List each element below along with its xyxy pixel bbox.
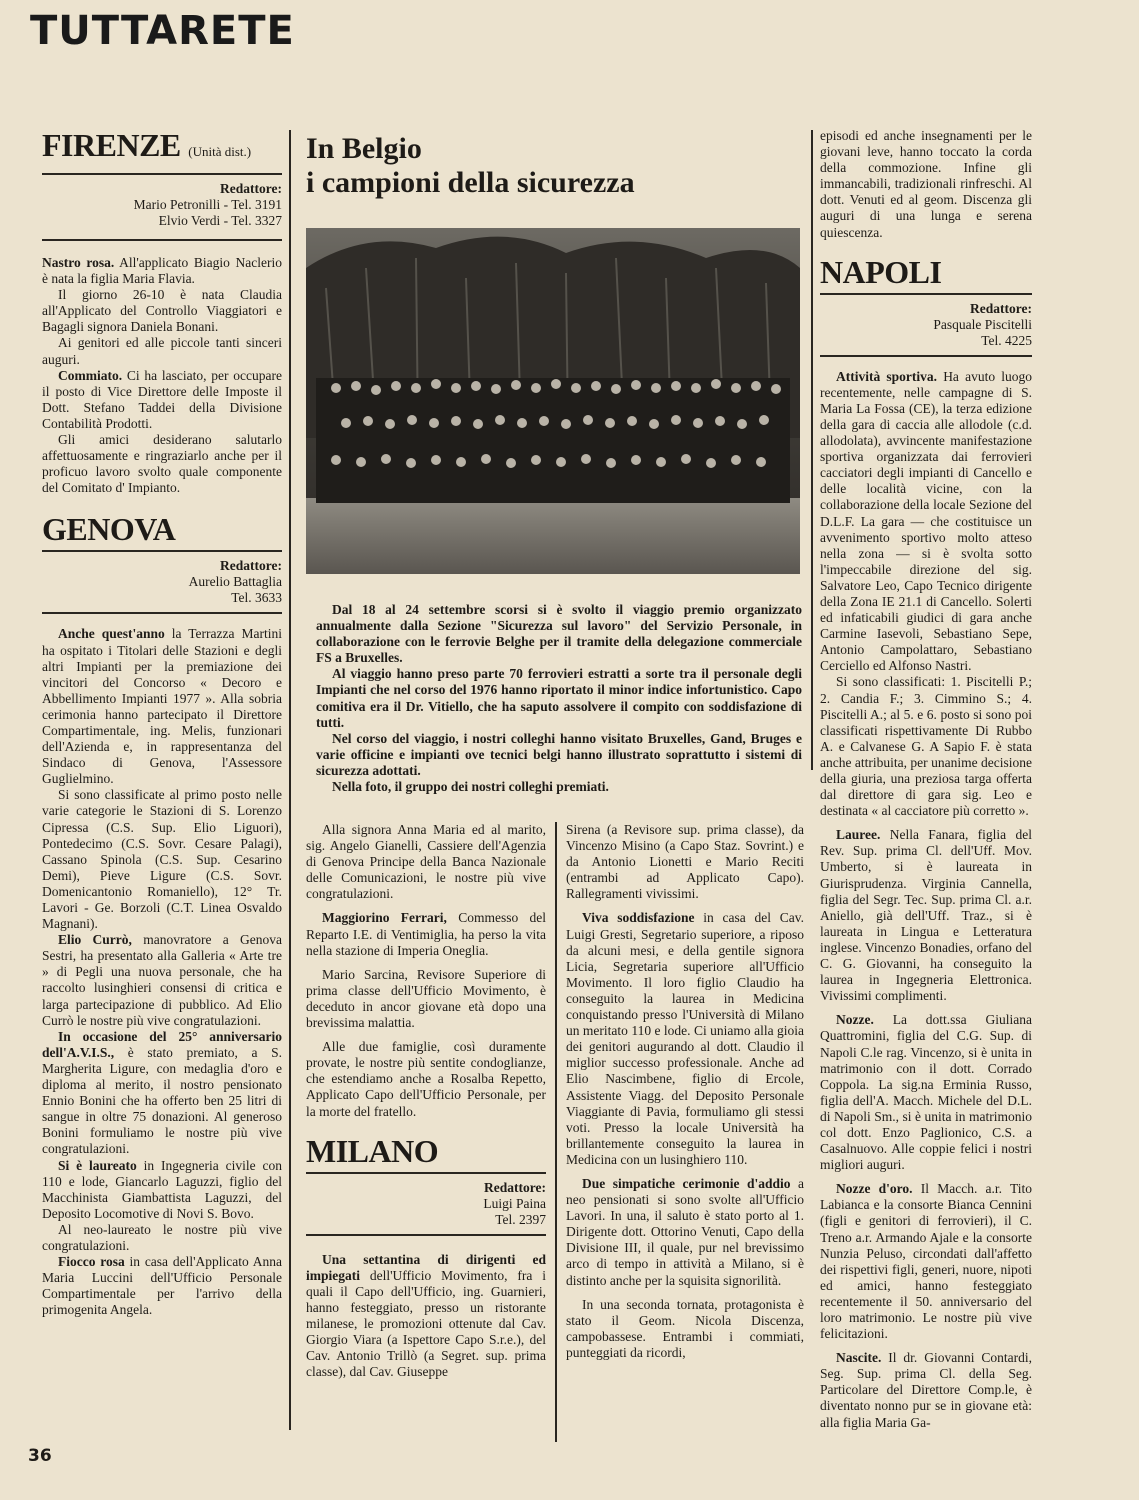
article-paragraph: Al neo-laureato le nostre più vive congratulazioni. [42, 1221, 282, 1253]
column-napoli [820, 128, 1032, 1431]
article-paragraph: Nozze. La dott.ssa Giuliana Quattromini, figlia del C.G. Sup. di Napoli C.le rag. Vincenzo, si è unita in matrimonio con il dott. Corrado Coppola. La sig.na Erminia Russo, figlia dell'A. Macch. Michele del D.L. di Napoli Sm., si è unita in matrimonio col dott. Enzo Paglionico, C.S. a Casalnuovo. Alle coppie felici i nostri migliori auguri. [820, 1012, 1032, 1173]
article-paragraph: Si sono classificati: 1. Piscitelli P.; 2. Candia F.; 3. Cimmino S.; 4. Piscitelli A.; al 5. e 6. posto si sono poi classificati rispettivamente Di Rubbo A. e Calvanese G. A Sapio F. è stata anche attribuita, per unanime decisione della giuria, una preziosa targa offerta dal direttore di gara sig. Leo e destinata « al cacciatore più corretto ». [820, 674, 1032, 819]
article-paragraph: Mario Sarcina, Revisore Superiore di prima classe dell'Ufficio Movimento, è deceduto in ancor giovane età dopo una brevissima malattia. [306, 966, 546, 1031]
column-rule-1 [289, 130, 291, 1430]
group-photo-drawing [306, 228, 800, 574]
article-paragraph: Due simpatiche cerimonie d'addio a neo pensionati si sono svolte all'Ufficio Lavori. In una, il saluto è stato porto al 1. Dirigente dott. Ottorino Venuti, Capo della Divisione III, il quale, pur nel brevissimo arco di tempo in attività a Milano, si è distinto anche per la squisita signorilità. [566, 1175, 804, 1288]
feature-headline: In Belgio i campioni della sicurezza [306, 132, 635, 199]
divider [42, 173, 282, 175]
article-paragraph: Nastro rosa. All'applicato Biagio Naclerio è nata la figlia Maria Flavia. [42, 255, 282, 287]
article-paragraph: In una seconda tornata, protagonista è stato il Geom. Nicola Discenza, campobassese. Entrambi i commiati, punteggiati da ricordi, [566, 1296, 804, 1360]
article-paragraph: Anche quest'anno la Terrazza Martini ha ospitato i Titolari delle Stazioni e degli altri Impianti per la premiazione dei vincitori del Concorso « Decoro e Abbellimento Impianti 1977 ». Alla sobria cerimonia hanno partecipato il Direttore Compartimentale, ing. Melis, funzionari dell'Azienda e, in rappresentanza del Sindaco di Genova, l'Assessore Guglielmino. [42, 626, 282, 787]
article-paragraph: episodi ed anche insegnamenti per le giovani leve, hanno toccato la corda della commozione. Infine gli immancabili, tradizionali rinfreschi. Al dott. Venuti ed al geom. Discenza gli auguri di una lunga e serena quiescenza. [820, 128, 1032, 240]
article-paragraph: Fiocco rosa in casa dell'Applicato Anna Maria Luccini dell'Ufficio Personale Compartimentale per l'arrivo della primogenita Angela. [42, 1254, 283, 1318]
redattore-block-napoli: Redattore: Pasquale Piscitelli Tel. 4225 [933, 300, 1032, 348]
redattore-block-milano: Redattore: Luigi Paina Tel. 2397 [483, 1179, 546, 1227]
article-paragraph: Commiato. Ci ha lasciato, per occupare il posto di Vice Direttore delle Imposte il Dott. Stefano Taddei della Divisione Contabilità Prodotti. [42, 367, 282, 431]
section-title-milano: MILANO [306, 1132, 439, 1169]
article-paragraph: Nozze d'oro. Il Macch. a.r. Tito Labianca e la consorte Bianca Cennini (figli e genitori di ferrovieri), il C. Treno a.r. Armando Ajale e la consorte Nunzia Peluso, circondati dall'affetto dei rispettivi figli, generi, nuore, nipoti ed amici, hanno festeggiato recentemente il 50. anniversario del loro matrimonio. Le nostre più vive felicitazioni. [820, 1181, 1032, 1342]
masthead-title: TUTTARETE [30, 8, 295, 54]
article-paragraph: Alle due famiglie, così duramente provate, le nostre più sentite condoglianze, che estendiamo anche a Rosalba Repetto, Applicato Capo dell'Ufficio Personale, per la morte del fratello. [306, 1039, 546, 1119]
page-number: 36 [28, 1446, 52, 1466]
article-paragraph: Si è laureato in Ingegneria civile con 110 e lode, Giancarlo Laguzzi, figlio del Macchinista Giambattista Laguzzi, del Deposito Locomotive di Novi S. Bovo. [42, 1157, 282, 1221]
article-paragraph: Maggiorino Ferrari, Commesso del Reparto I.E. di Ventimiglia, ha perso la vita nella stazione di Imperia Oneglia. [306, 910, 546, 958]
column-middle-right [566, 822, 804, 1361]
column-rule-3 [555, 822, 557, 1442]
divider [820, 293, 1032, 295]
divider [306, 1234, 546, 1236]
article-paragraph: Elio Currò, manovratore a Genova Sestri, ha presentato alla Galleria « Arte tre » di Pegli una nuova personale, che ha raccolto lusinghieri consensi di critica e larga partecipazione di pubblico. Ad Elio Currò le nostre più vive congratulazioni. [42, 932, 282, 1028]
article-paragraph: Una settantina di dirigenti ed impiegati dell'Ufficio Movimento, fra i quali il Capo dell'Ufficio, ing. Guarnieri, hanno festeggiato, presso un ristorante milanese, le promozioni ottenute dal Cav. Giorgio Viara (a Ispettore Capo S.r.e.), del Cav. Antonio Trillò (a Segret. sup. prima classe), dal Cav. Giuseppe [306, 1251, 546, 1380]
divider [42, 550, 282, 552]
article-paragraph: Alla signora Anna Maria ed al marito, sig. Angelo Gianelli, Cassiere dell'Agenzia di Genova Principe della Banca Nazionale delle Comunicazioni, le nostre più vive congratulazioni. [306, 822, 546, 902]
article-paragraph: Attività sportiva. Ha avuto luogo recentemente, nelle campagne di S. Maria La Fossa (CE), la terza edizione della gara di caccia alle allodole (c.d. allodolata), avvincente manifestazione sportiva organizzata dai ferrovieri cacciatori degli impianti di Cancello e delle località vicine, con la collaborazione della locale Sezione del D.L.F. La gara — che costituisce un avvenimento sportivo molto atteso nella zona — si è svolta sotto l'impeccabile direzione del sig. Salvatore Leo, Capo Tecnico dirigente della Zona IE 21.1 di Cancello. Solerti ed infaticabili giudici di gara anche Carmine Iasevoli, Sebastiano Sepe, Antonio Campolattaro, Sebastiano Cerciello ed Alfonso Nastri. [820, 368, 1032, 674]
section-subtitle: (Unità dist.) [188, 144, 252, 159]
divider [820, 355, 1032, 357]
article-paragraph: Lauree. Nella Fanara, figlia del Rev. Sup. prima Cl. dell'Uff. Mov. Umberto, si è laureata in Giurisprudenza. Virginia Cannella, figlia del Segr. Tec. Sup. prima Cl. a.r. Aniello, già dell'Uff. Traz., si è laureata in Lingua e Letteratura inglese. Vincenzo Bonadies, orfano del C. G. Giovanni, ha conseguito la laurea in Ingegneria Elettronica. Vivissimi complimenti. [820, 827, 1032, 1004]
caption-paragraph: Al viaggio hanno preso parte 70 ferrovieri estratti a sorte tra il personale degli Impianti che nel corso del 1976 hanno riportato il minor indice infortunistico. Capo comitiva era il Dr. Vitiello, che ha saputo assolvere il compito con soddisfazione di tutti. [316, 666, 802, 730]
section-title-firenze: FIRENZE (Unità dist.) [42, 127, 252, 163]
divider [42, 239, 282, 241]
caption-paragraph: Nel corso del viaggio, i nostri colleghi hanno visitato Bruxelles, Gand, Bruges e varie officine e impianti ove tecnici belgi hanno illustrato soprattutto i sistemi di sicurezza adottati. [316, 730, 802, 778]
article-paragraph: Sirena (a Revisore sup. prima classe), da Vincenzo Misino (a Capo Staz. Sovrint.) e da Antonio Lionetti e Mario Reciti (entrambi ad Applicato Capo). Rallegramenti vivissimi. [566, 822, 804, 902]
caption-paragraph: Dal 18 al 24 settembre scorsi si è svolto il viaggio premio organizzato annualmente dalla Sezione "Sicurezza sul lavoro" del Servizio Personale, in collaborazione con le ferrovie Belghe per il tramite della delegazione commerciale FS a Bruxelles. [316, 602, 802, 666]
article-paragraph: Ai genitori ed alle piccole tanti sinceri auguri. [42, 335, 282, 367]
redattore-block-genova: Redattore: Aurelio Battaglia Tel. 3633 [188, 558, 282, 606]
photo-caption [316, 602, 802, 795]
group-photo [306, 228, 800, 574]
caption-paragraph: Nella foto, il gruppo dei nostri colleghi premiati. [332, 779, 609, 795]
redattore-block-firenze: Redattore: Mario Petronilli - Tel. 3191 Elvio Verdi - Tel. 3327 [133, 181, 282, 228]
article-paragraph: In occasione del 25° anniversario dell'A.V.I.S., è stato premiato, a S. Margherita Ligure, con medaglia d'oro e diploma al merito, il nostro pensionato Ennio Bonini che ha offerto ben 25 litri di sangue in oltre 75 donazioni. Al generoso Bonini formuliamo le nostre più vive congratulazioni. [42, 1028, 282, 1157]
divider [306, 1172, 546, 1174]
article-paragraph: Gli amici desiderano salutarlo affettuosamente e ringraziarlo anche per il proficuo lavoro svolto quale componente del Comitato d' Impianto. [42, 432, 282, 496]
article-paragraph: Nascite. Il dr. Giovanni Contardi, Seg. Sup. prima Cl. della Seg. Particolare del Direttore Comp.le, è diventato nonno pur se in giovane età: alla figlia Maria Ga- [820, 1350, 1032, 1430]
article-paragraph: Il giorno 26-10 è nata Claudia all'Applicato del Controllo Viaggiatori e Bagagli signora Daniela Bonani. [42, 287, 282, 335]
section-title-napoli: NAPOLI [820, 253, 942, 290]
column-firenze-genova [42, 128, 282, 1318]
divider [42, 612, 282, 614]
article-paragraph: Si sono classificate al primo posto nelle varie categorie le Stazioni di S. Lorenzo Cipressa (C.S. Sup. Elio Liguori), Pontedecimo (C.S. Sovr. Cesare Palagi), Cassano Spinola (C.S. Sup. Cesarino Demi), Pieve Ligure (C.S. Sovr. Domenicantonio Romaniello), 12° Tr. Lavori - Ge. Borzoli (C.T. Linea Osvaldo Magnani). [42, 787, 282, 932]
column-rule-2 [811, 130, 813, 770]
article-paragraph: Viva soddisfazione in casa del Cav. Luigi Gresti, Segretario superiore, a riposo da alcuni mesi, e della gentile signora Licia, Segretaria superiore all'Ufficio Movimento. Il loro figlio Claudio ha conseguito la laurea in Medicina conquistando presso l'Università di Milano un meritato 110 e lode. Ci uniamo alla gioia dei genitori augurando al dott. Claudio il miglior successo professionale. Anche ad Elio Nascimbene, figlio di Ercole, Assistente Viagg. del Deposito Personale Viaggiante di Pavia, formuliamo gli stessi voti. Presso la locale Università ha brillantemente conseguito la laurea in Medicina con un lusinghiero 110. [566, 910, 804, 1167]
column-middle-left [306, 822, 546, 1380]
section-title-genova: GENOVA [42, 511, 176, 548]
